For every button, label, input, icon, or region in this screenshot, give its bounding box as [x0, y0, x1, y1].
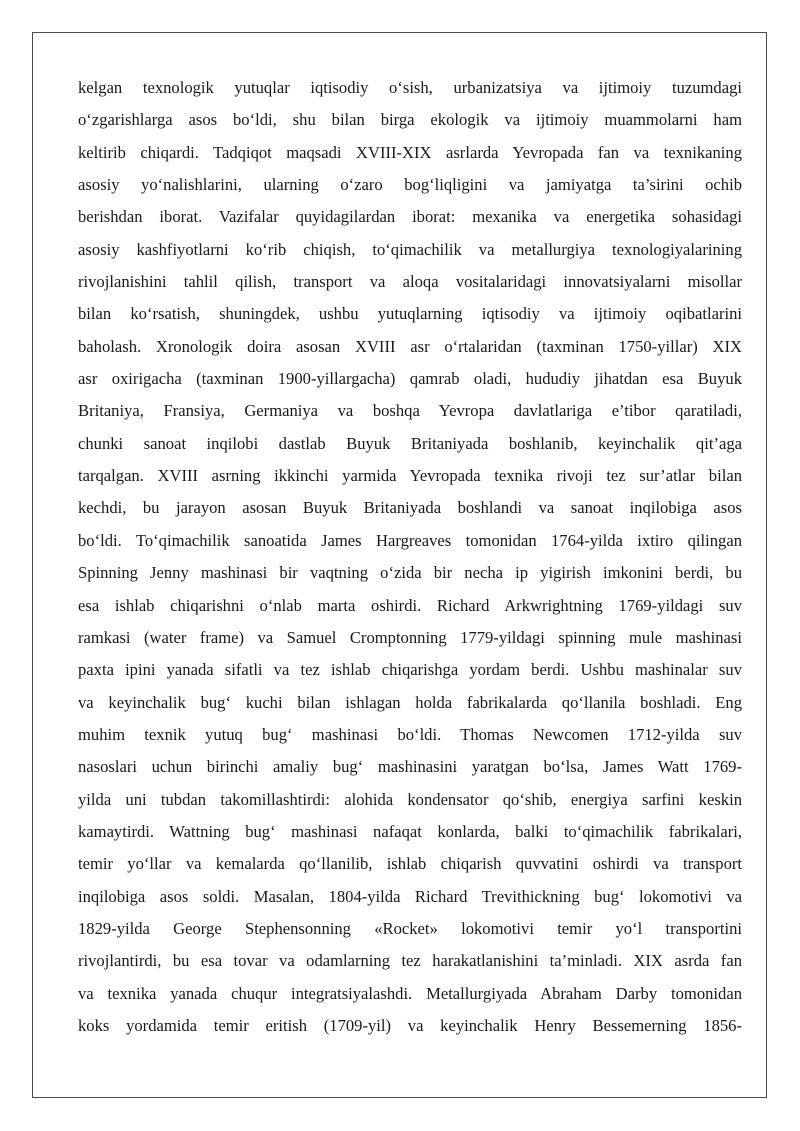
text-line: tarqalgan. XVIII asrning ikkinchi yarmida Yevropada texnika rivoji tez sur’atlar bilan — [78, 466, 742, 486]
text-line: asosiy yo‘nalishlarini, ularning o‘zaro bog‘liqligini va jamiyatga ta’sirini ochib — [78, 175, 742, 195]
text-line: temir yo‘llar va kemalarda qo‘llanilib, ishlab chiqarish quvvatini oshirdi va transport — [78, 854, 742, 874]
text-line: inqilobiga asos soldi. Masalan, 1804-yilda Richard Trevithickning bug‘ lokomotivi va — [78, 886, 742, 906]
text-line: va texnika yanada chuqur integratsiyalashdi. Metallurgiyada Abraham Darby tomonidan — [78, 983, 742, 1003]
text-line: rivojlanishini tahlil qilish, transport va aloqa vositalaridagi innovatsiyalarni misollar — [78, 272, 742, 292]
text-line: nasoslari uchun birinchi amaliy bug‘ mashinasini yaratgan bo‘lsa, James Watt 1769- — [78, 757, 742, 777]
text-line: o‘zgarishlarga asos bo‘ldi, shu bilan birga ekologik va ijtimoiy muammolarni ham — [78, 110, 742, 130]
body-text — [78, 72, 742, 1042]
text-line: keltirib chiqardi. Tadqiqot maqsadi XVIII-XIX asrlarda Yevropada fan va texnikaning — [78, 142, 742, 162]
text-line: va keyinchalik bug‘ kuchi bilan ishlagan holda fabrikalarda qo‘llanila boshladi. Eng — [78, 692, 742, 712]
text-line: koks yordamida temir eritish (1709-yil) va keyinchalik Henry Bessemerning 1856- — [78, 1015, 742, 1035]
text-line: asosiy kashfiyotlarni ko‘rib chiqish, to‘qimachilik va metallurgiya texnologiyalarining — [78, 239, 742, 259]
text-line: berishdan iborat. Vazifalar quyidagilardan iborat: mexanika va energetika sohasidagi — [78, 207, 742, 227]
text-line: Spinning Jenny mashinasi bir vaqtning o‘zida bir necha ip yigirish imkonini berdi, bu — [78, 563, 742, 583]
text-line: 1829-yilda George Stephensonning «Rocket» lokomotivi temir yo‘l transportini — [78, 918, 742, 938]
text-line: chunki sanoat inqilobi dastlab Buyuk Britaniyada boshlanib, keyinchalik qit’aga — [78, 433, 742, 453]
text-line: asr oxirigacha (taxminan 1900-yillargacha) qamrab oladi, hududiy jihatdan esa Buyuk — [78, 369, 742, 389]
text-line: muhim texnik yutuq bug‘ mashinasi bo‘ldi. Thomas Newcomen 1712-yilda suv — [78, 724, 742, 744]
text-line: rivojlantirdi, bu esa tovar va odamlarning tez harakatlanishini ta’minladi. XIX asrda fan — [78, 951, 742, 971]
text-line: ramkasi (water frame) va Samuel Cromptonning 1779-yildagi spinning mule mashinasi — [78, 627, 742, 647]
text-line: kelgan texnologik yutuqlar iqtisodiy o‘sish, urbanizatsiya va ijtimoiy tuzumdagi — [78, 78, 742, 97]
text-line: kamaytirdi. Wattning bug‘ mashinasi nafaqat konlarda, balki to‘qimachilik fabrikalari, — [78, 821, 742, 841]
text-line: kechdi, bu jarayon asosan Buyuk Britaniyada boshlandi va sanoat inqilobiga asos — [78, 498, 742, 518]
text-line: baholash. Xronologik doira asosan XVIII asr o‘rtalaridan (taxminan 1750-yillar) XIX — [78, 336, 742, 356]
text-line: yilda uni tubdan takomillashtirdi: alohida kondensator qo‘shib, energiya sarfini keskin — [78, 789, 742, 809]
text-line: bilan ko‘rsatish, shuningdek, ushbu yutuqlarning iqtisodiy va ijtimoiy oqibatlarini — [78, 304, 742, 324]
text-line: esa ishlab chiqarishni o‘nlab marta oshirdi. Richard Arkwrightning 1769-yildagi suv — [78, 595, 742, 615]
text-line: bo‘ldi. To‘qimachilik sanoatida James Hargreaves tomonidan 1764-yilda ixtiro qilingan — [78, 530, 742, 550]
text-line: Britaniya, Fransiya, Germaniya va boshqa Yevropa davlatlariga e’tibor qaratiladi, — [78, 401, 742, 421]
text-line: paxta ipini yanada sifatli va tez ishlab chiqarishga yordam berdi. Ushbu mashinalar suv — [78, 660, 742, 680]
